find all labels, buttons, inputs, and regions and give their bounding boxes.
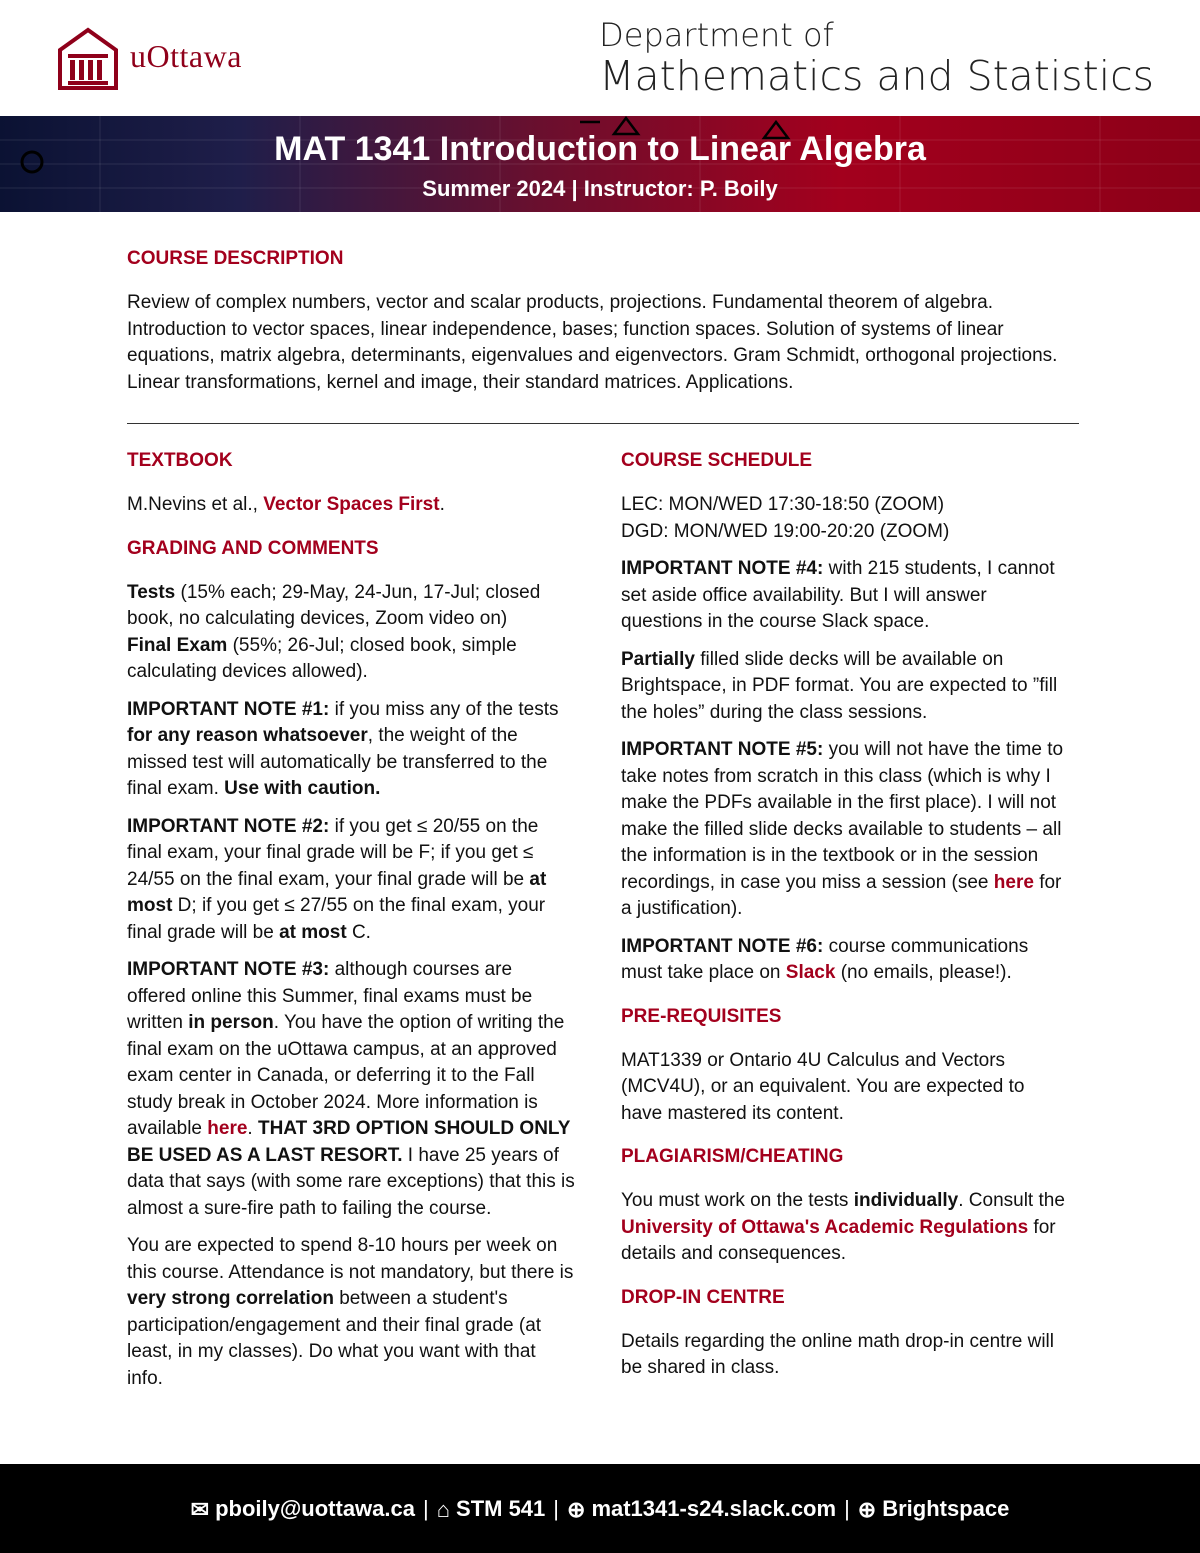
department-title — [599, 16, 1154, 98]
note-text: if you miss any of the tests — [329, 698, 559, 720]
department-line-1: Department of — [599, 16, 834, 54]
left-column — [127, 450, 575, 1403]
section-heading: DROP-IN CENTRE — [621, 1286, 785, 1308]
slack-item[interactable] — [567, 1496, 836, 1521]
note-emphasis: at most — [279, 921, 347, 943]
slack-text: mat1341-s24.slack.com — [591, 1496, 837, 1521]
note-text: , the weight of the missed test will automatically be transferred to the final exam. — [127, 725, 548, 799]
academic-regulations-link[interactable]: University of Ottawa's Academic Regulations — [621, 1216, 1029, 1238]
dropin-text: Details regarding the online math drop-in centre will be shared in class. — [621, 1330, 1055, 1378]
exam-info-link[interactable]: here — [207, 1118, 248, 1139]
note-emphasis: very strong correlation — [127, 1288, 334, 1309]
note-text: . — [247, 1118, 258, 1139]
important-note-1 — [127, 697, 575, 803]
section-heading: TEXTBOOK — [127, 450, 233, 471]
brightspace-text: Brightspace — [882, 1496, 1010, 1521]
note-emphasis: Partially — [621, 648, 695, 670]
note-text: course communications must take place on — [621, 935, 1029, 983]
important-note-3 — [127, 957, 575, 1222]
textbook-text — [127, 492, 575, 519]
final-label: Final Exam — [127, 634, 228, 656]
important-note-4 — [621, 556, 1069, 636]
note-text: You are expected to spend 8-10 hours per week on this course. Attendance is not mandatory, but there is — [127, 1235, 574, 1283]
note-text: . Consult the — [958, 1190, 1065, 1211]
contact-line — [0, 1496, 1200, 1523]
tests-label: Tests — [127, 581, 176, 603]
uottawa-logo — [56, 26, 306, 96]
important-note-5 — [621, 737, 1069, 923]
globe-icon: ⊕ — [567, 1497, 586, 1523]
office-item — [437, 1496, 546, 1521]
note-emphasis: THAT 3RD OPTION SHOULD ONLY BE USED AS A LAST RESORT. — [127, 1118, 571, 1166]
slack-link[interactable]: Slack — [785, 962, 836, 983]
note-text: (no emails, please!). — [835, 962, 1012, 983]
separator: | — [844, 1496, 850, 1521]
note-text: for details and consequences. — [621, 1216, 1056, 1264]
expectations-text — [127, 1233, 575, 1392]
dgd-time: DGD: MON/WED 19:00-20:20 (ZOOM) — [621, 520, 950, 542]
right-column — [621, 450, 1069, 1393]
section-heading: GRADING AND COMMENTS — [127, 537, 379, 559]
course-banner — [0, 116, 1200, 212]
office-text: STM 541 — [456, 1496, 546, 1521]
slide-decks-note — [621, 647, 1069, 727]
note-emphasis: Use with caution. — [224, 778, 381, 799]
section-heading: COURSE SCHEDULE — [621, 450, 813, 471]
note-label: IMPORTANT NOTE #4: — [621, 558, 824, 579]
prereq-text: MAT1339 or Ontario 4U Calculus and Vectors (MCV4U), or an equivalent. You are expected to have mastered its content. — [621, 1049, 1025, 1124]
footer-bar — [0, 1464, 1200, 1553]
final-text: (55%; 26-Jul; closed book, simple calculating devices allowed). — [127, 634, 517, 682]
justification-link[interactable]: here — [993, 871, 1034, 893]
note-emphasis: for any reason whatsoever — [127, 725, 368, 746]
brightspace-item[interactable] — [858, 1496, 1010, 1521]
note-emphasis: at most — [127, 868, 547, 916]
note-label: IMPORTANT NOTE #3: — [127, 959, 330, 980]
note-text: with 215 students, I cannot set aside office availability. But I will answer questions in the course Slack space. — [621, 558, 1055, 632]
textbook-author: M.Nevins et al., — [127, 494, 264, 515]
section-heading: PLAGIARISM/CHEATING — [621, 1146, 844, 1167]
section-heading: COURSE DESCRIPTION — [127, 248, 344, 269]
textbook-end: . — [439, 494, 445, 515]
course-title: MAT 1341 Introduction to Linear Algebra — [274, 130, 926, 168]
course-subtitle: Summer 2024 | Instructor: P. Boily — [422, 176, 778, 201]
grading-tests — [127, 580, 575, 686]
separator: | — [423, 1496, 429, 1521]
department-line-2: Mathematics and Statistics — [599, 52, 1154, 100]
note-label: IMPORTANT NOTE #5: — [621, 739, 824, 760]
section-heading: PRE-REQUISITES — [621, 1005, 782, 1027]
note-text: You must work on the tests — [621, 1190, 854, 1211]
logo-wordmark: uOttawa — [130, 38, 242, 74]
divider — [127, 423, 1079, 424]
course-description-section — [127, 248, 1082, 407]
note-text: between a student's participation/engagement and their final grade (at least, in my classes). Do what you want with that info. — [127, 1288, 542, 1389]
note-label: IMPORTANT NOTE #2: — [127, 815, 330, 837]
note-text: C. — [346, 921, 371, 943]
note-label: IMPORTANT NOTE #6: — [621, 935, 824, 957]
uottawa-building-icon — [56, 26, 120, 92]
note-emphasis: in person — [188, 1012, 274, 1033]
note-label: IMPORTANT NOTE #1: — [127, 698, 330, 720]
note-text: although courses are offered online this Summer, final exams must be written — [127, 959, 533, 1033]
important-note-6 — [621, 934, 1069, 987]
note-text: you will not have the time to take notes from scratch in this class (which is why I make the PDFs available in the first place). I will not make the filled slide decks available to students – all the information is in the textbook or in the session recordings, in case you miss a session (see — [621, 739, 1064, 893]
note-emphasis: individually — [853, 1190, 959, 1211]
globe-icon: ⊕ — [857, 1497, 877, 1523]
note-text: filled slide decks will be available on Brightspace, in PDF format. You are expected to ”fill the holes” during the class sessions. — [621, 648, 1058, 723]
textbook-link[interactable]: Vector Spaces First — [263, 494, 440, 515]
note-text: D; if you get ≤ 27/55 on the final exam, your final grade will be — [127, 895, 546, 943]
tests-text: (15% each; 29-May, 24-Jun, 17-Jul; closed book, no calculating devices, Zoom video on) — [127, 581, 541, 629]
note-text: I have 25 years of data that says (with some rare exceptions) that this is almost a sure-fire path to failing the course. — [127, 1144, 575, 1219]
home-icon: ⌂ — [436, 1497, 451, 1523]
plagiarism-text — [621, 1188, 1069, 1268]
lecture-time: LEC: MON/WED 17:30-18:50 (ZOOM) — [621, 494, 945, 515]
envelope-icon: ✉ — [190, 1497, 210, 1523]
note-text: . You have the option of writing the final exam on the uOttawa campus, at an approved exam center in Canada, or deferring it to the Fall study break in October 2024. More information is available — [127, 1012, 565, 1139]
description-text: Review of complex numbers, vector and scalar products, projections. Fundamental theorem of algebra. Introduction to vector spaces, linear independence, bases; function spaces. Solution of systems of linear equations, matrix algebra, determinants, eigenvalues and eigenvectors. Gram Schmidt, orthogonal projections. Linear transformations, kernel and image, their standard matrices. Applications. — [127, 292, 1058, 393]
schedule-times — [621, 492, 1069, 545]
email-text: pboily@uottawa.ca — [215, 1496, 415, 1521]
important-note-2 — [127, 814, 575, 947]
separator: | — [553, 1496, 559, 1521]
note-text: if you get ≤ 20/55 on the final exam, your final grade will be F; if you get ≤ 24/55 on the final exam, your final grade will be — [127, 815, 539, 890]
note-text: for a justification). — [621, 871, 1062, 919]
email-item[interactable] — [191, 1496, 415, 1521]
